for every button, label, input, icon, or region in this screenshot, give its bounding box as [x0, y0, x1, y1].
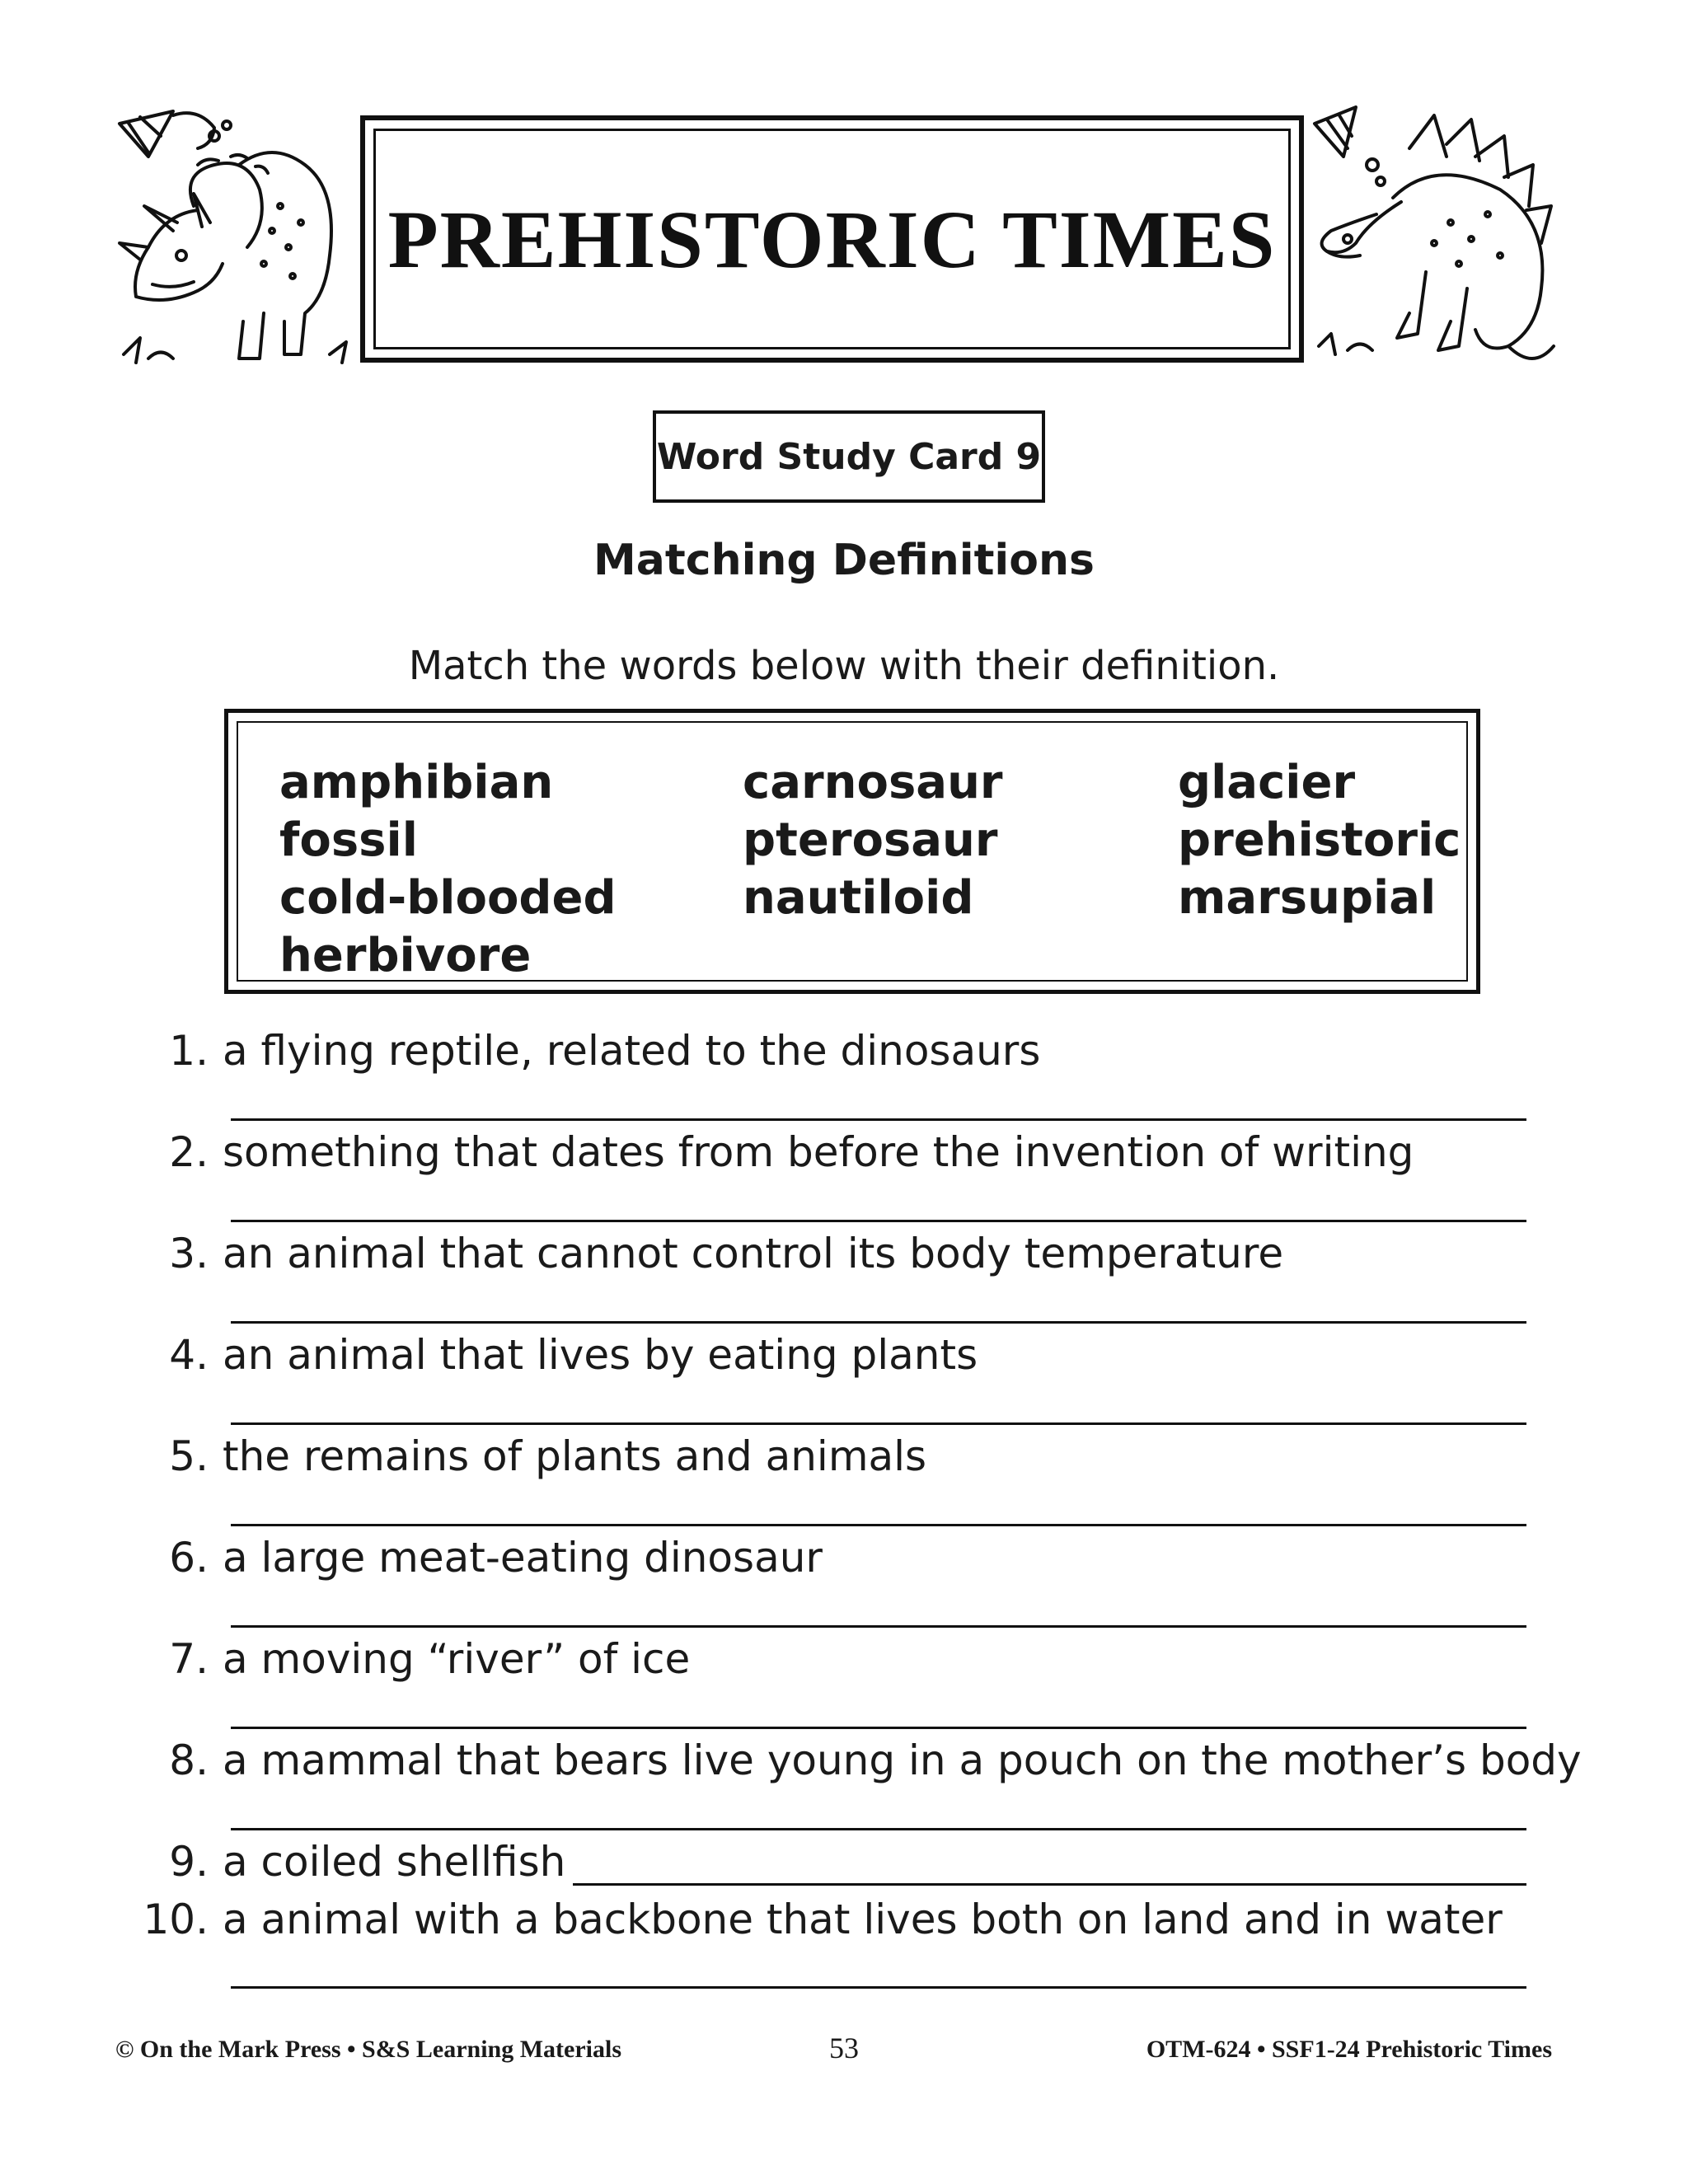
word-bank-item: nautiloid [743, 871, 974, 925]
word-bank-item: fossil [279, 813, 418, 867]
question-7 [0, 1630, 1688, 1688]
word-bank-item: cold-blooded [279, 871, 617, 925]
title-frame [360, 115, 1304, 363]
question-number: 3. [169, 1230, 209, 1277]
question-1 [0, 1022, 1688, 1080]
question-number: 5. [169, 1432, 209, 1480]
page-title: PREHISTORIC TIMES [387, 193, 1277, 285]
footer-product-code: OTM-624 • SSF1-24 Prehistoric Times [1146, 2036, 1552, 2063]
word-bank-item: marsupial [1178, 871, 1437, 925]
question-text: an animal that cannot control its body temperature [223, 1230, 1284, 1277]
question-10 [0, 1891, 1688, 1948]
answer-line-8[interactable] [231, 1828, 1526, 1830]
word-bank-column-2 [743, 754, 1003, 927]
word-bank-item: pterosaur [743, 813, 998, 867]
answer-line-3[interactable] [231, 1321, 1526, 1324]
question-5 [0, 1427, 1688, 1485]
footer-copyright: © On the Mark Press • S&S Learning Materials [115, 2036, 621, 2063]
word-bank-column-1 [279, 754, 617, 985]
instructions: Match the words below with their definition. [408, 643, 1280, 689]
question-text: a large meat-eating dinosaur [223, 1534, 823, 1582]
card-label-frame [653, 410, 1045, 503]
answer-line-4[interactable] [231, 1422, 1526, 1425]
word-bank-inner-frame [237, 721, 1468, 982]
answer-line-5[interactable] [231, 1524, 1526, 1526]
question-number: 7. [169, 1635, 209, 1683]
stegosaurus-icon [1311, 99, 1558, 379]
question-text: a animal with a backbone that lives both on land and in water [223, 1896, 1503, 1943]
answer-line-6[interactable] [231, 1625, 1526, 1628]
triceratops-icon [115, 107, 354, 379]
question-text: the remains of plants and animals [223, 1432, 927, 1480]
question-text: a coiled shellfish [223, 1838, 566, 1886]
question-8 [0, 1732, 1688, 1789]
answer-line-1[interactable] [231, 1118, 1526, 1121]
question-text: a mammal that bears live young in a pouch on the mother’s body [223, 1736, 1582, 1784]
question-text: an animal that lives by eating plants [223, 1331, 978, 1379]
word-bank-item: herbivore [279, 929, 532, 982]
question-number: 2. [169, 1128, 209, 1176]
question-number: 6. [169, 1534, 209, 1582]
answer-line-9[interactable] [573, 1883, 1526, 1886]
question-number: 4. [169, 1331, 209, 1379]
answer-line-2[interactable] [231, 1220, 1526, 1222]
page-number: 53 [829, 2032, 859, 2064]
question-2 [0, 1123, 1688, 1181]
question-text: a moving “river” of ice [223, 1635, 691, 1683]
question-number: 1. [169, 1027, 209, 1075]
section-title: Matching Definitions [593, 536, 1095, 585]
word-bank-item: carnosaur [743, 756, 1003, 809]
question-number: 9. [169, 1838, 209, 1886]
question-3 [0, 1225, 1688, 1282]
question-number: 10. [143, 1896, 209, 1943]
word-bank-column-3 [1178, 754, 1461, 927]
question-text: something that dates from before the invention of writing [223, 1128, 1414, 1176]
card-label: Word Study Card 9 [656, 435, 1042, 478]
answer-line-10[interactable] [231, 1986, 1526, 1989]
answer-line-7[interactable] [231, 1727, 1526, 1729]
word-bank [224, 709, 1480, 994]
word-bank-item: prehistoric [1178, 813, 1461, 867]
question-number: 8. [169, 1736, 209, 1784]
question-9 [0, 1833, 1688, 1891]
question-text: a flying reptile, related to the dinosaurs [223, 1027, 1041, 1075]
word-bank-item: amphibian [279, 756, 554, 809]
word-bank-item: glacier [1178, 756, 1356, 809]
question-4 [0, 1326, 1688, 1384]
question-6 [0, 1529, 1688, 1586]
